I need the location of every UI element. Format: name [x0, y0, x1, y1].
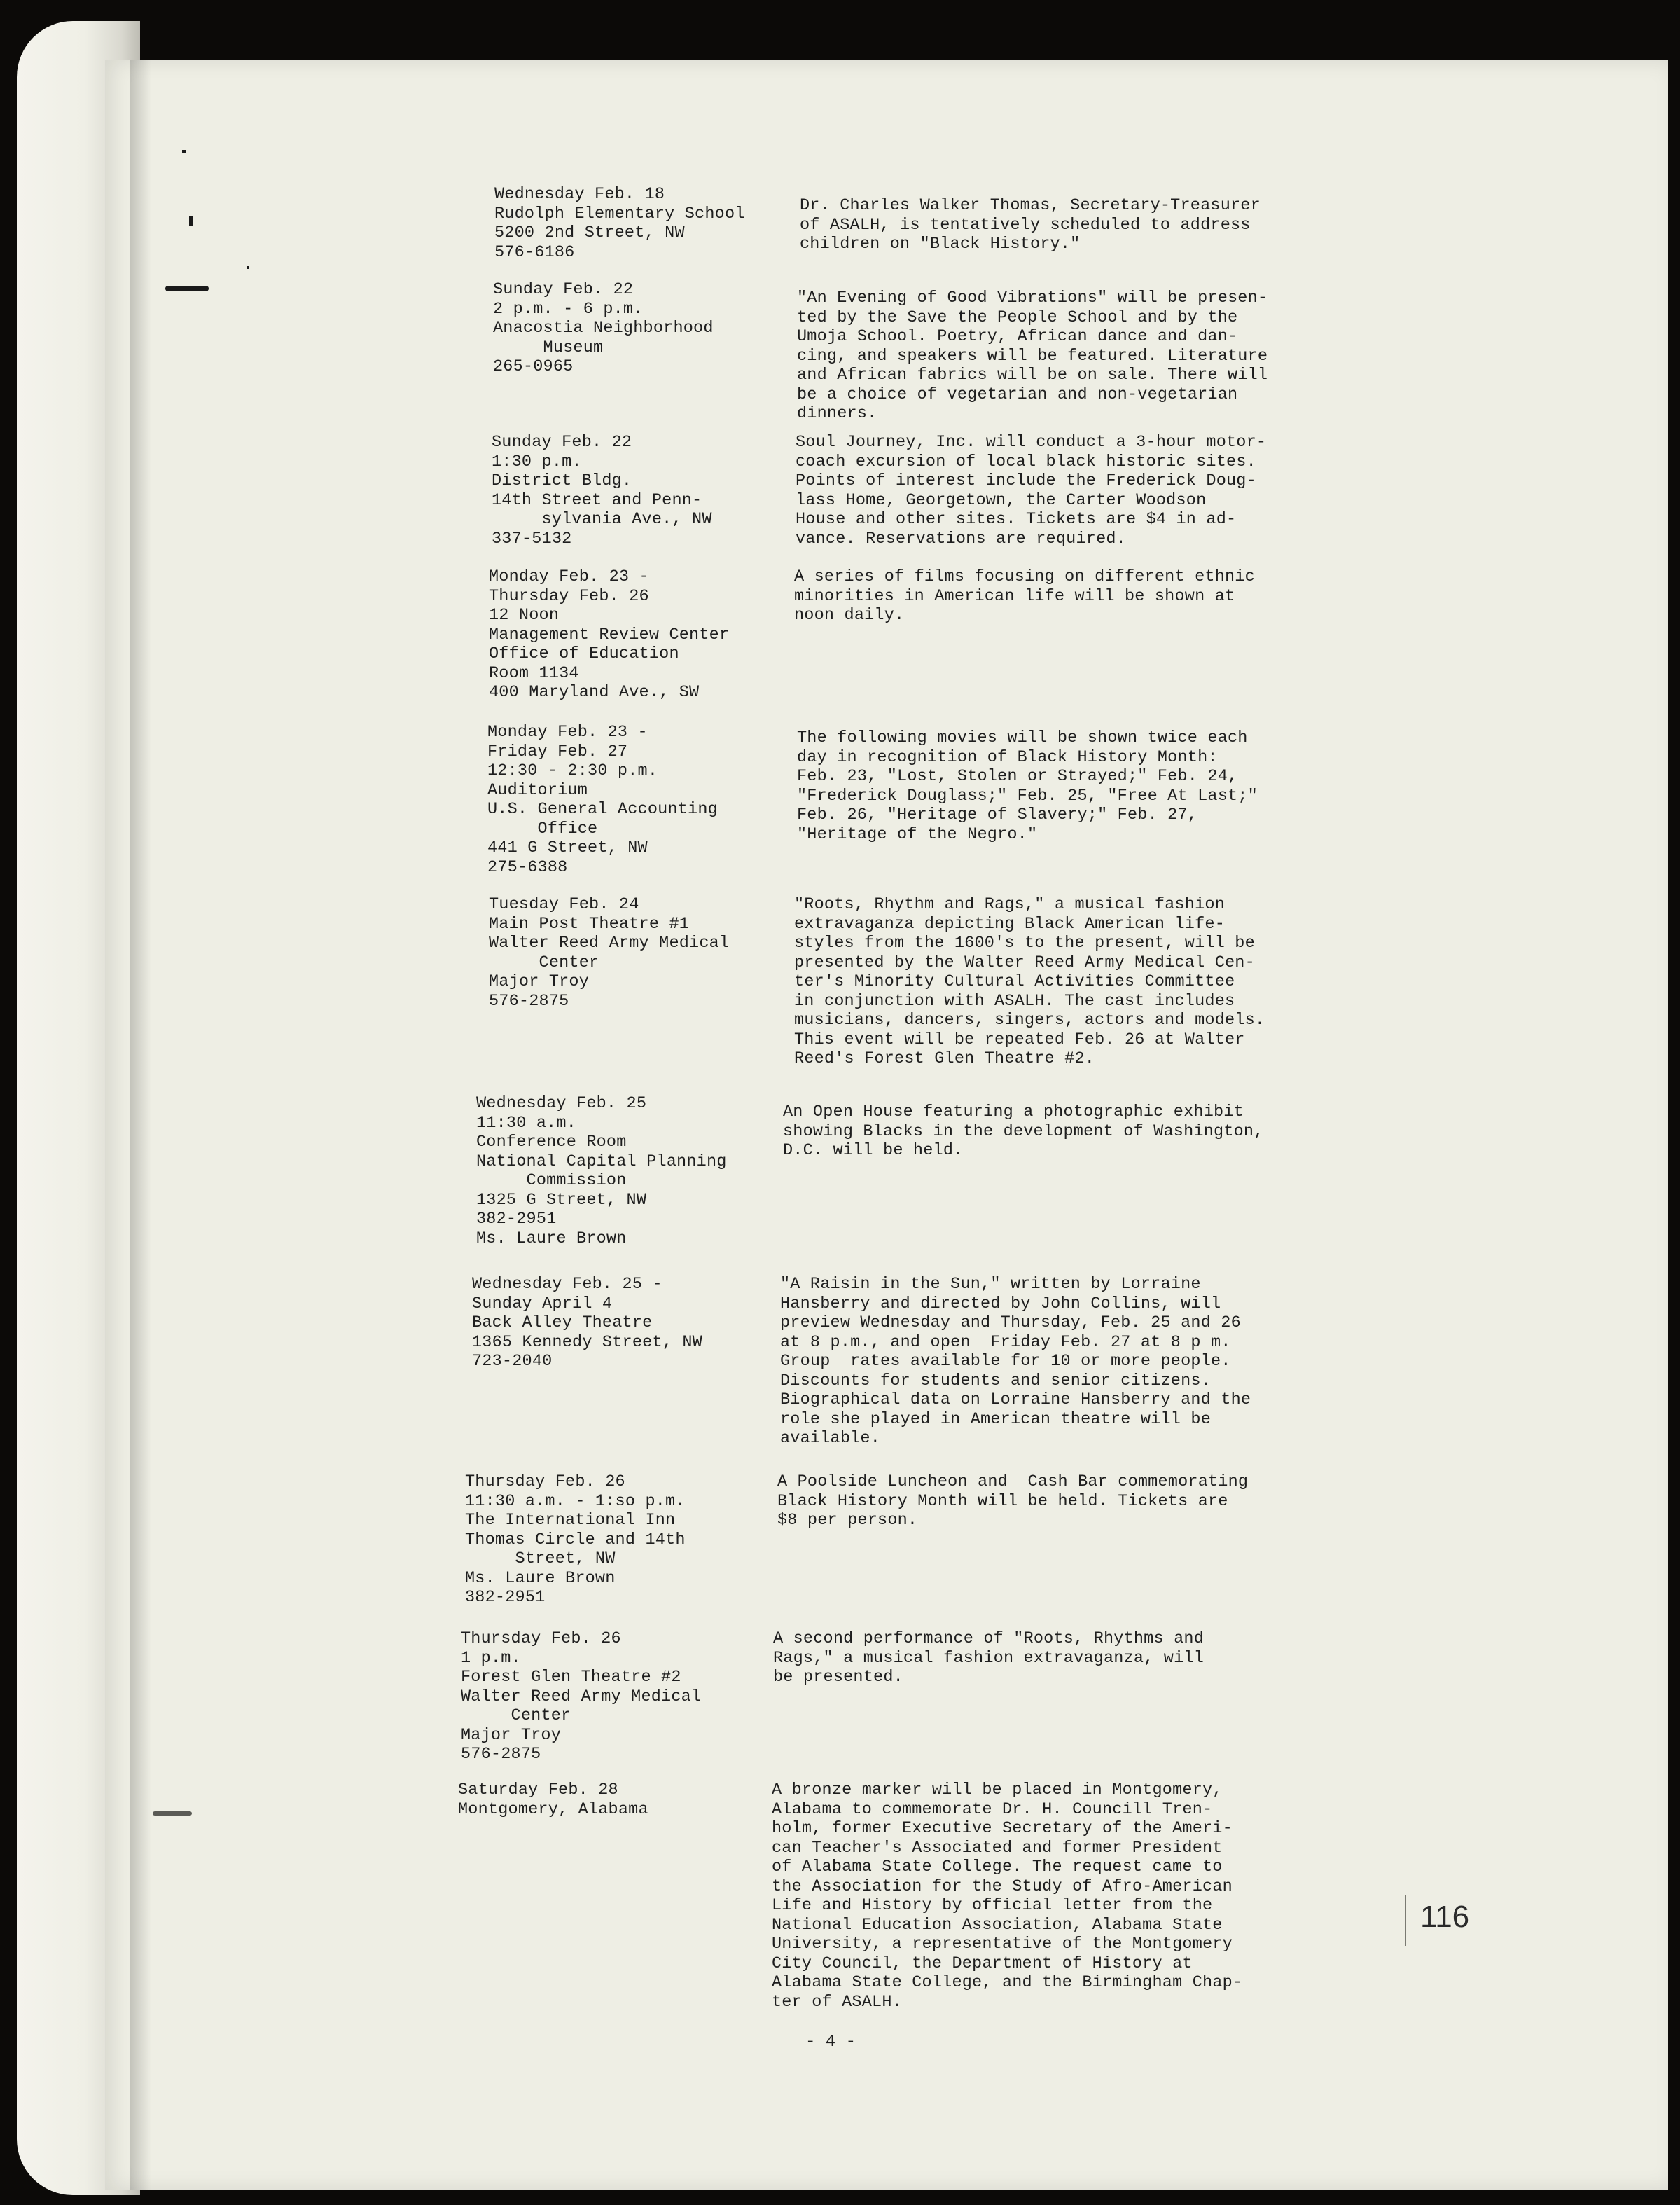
- event-details: Monday Feb. 23 - Friday Feb. 27 12:30 - 2:30 p.m. Auditorium U.S. General Accounting Office 441 G Street, NW 275-6388: [487, 723, 718, 877]
- event-details: Wednesday Feb. 25 11:30 a.m. Conference Room National Capital Planning Commission 1325 G Street, NW 382-2951 Ms. Laure Brown: [476, 1094, 727, 1248]
- event-description: "A Raisin in the Sun," written by Lorraine Hansberry and directed by John Collins, will preview Wednesday and Thursday, Feb. 25 and 26 at 8 p.m., and open Friday Feb. 27 at 8 p m. Group rates available for 10 or more people. Discounts for students and senior citizens. Biographical data on Lorraine Hansberry and the role she played in American theatre will be available.: [780, 1275, 1251, 1448]
- event-description: Dr. Charles Walker Thomas, Secretary-Treasurer of ASALH, is tentatively scheduled to address children on "Black History.": [800, 196, 1261, 254]
- event-description: An Open House featuring a photographic exhibit showing Blacks in the development of Washington, D.C. will be held.: [783, 1102, 1264, 1160]
- speck: [182, 150, 186, 153]
- event-description: "An Evening of Good Vibrations" will be presen- ted by the Save the People School and by the Umoja School. Poetry, African dance and dan- cing, and speakers will be featured. Literature and African fabrics will be on sale. There will be a choice of vegetarian and non-vegetarian dinners.: [797, 289, 1268, 423]
- event-description: A second performance of "Roots, Rhythms and Rags," a musical fashion extravaganza, will be presented.: [773, 1629, 1204, 1687]
- event-description: A bronze marker will be placed in Montgomery, Alabama to commemorate Dr. H. Councill Tren- holm, former Executive Secretary of the Ameri- can Teacher's Associated and former President of Alabama State College. The request came to the Association for the Study of Afro-American Life and History by official letter from the National Education Association, Alabama State University, a representative of the Montgomery City Council, the Department of History at Alabama State College, and the Birmingham Chap- ter of ASALH.: [772, 1781, 1243, 2012]
- binding-hole-mark: [165, 286, 209, 291]
- event-details: Thursday Feb. 26 1 p.m. Forest Glen Theatre #2 Walter Reed Army Medical Center Major Troy 576-2875: [461, 1629, 702, 1764]
- fold-shadow: [130, 60, 151, 2190]
- event-description: A series of films focusing on different ethnic minorities in American life will be shown at noon daily.: [794, 567, 1255, 625]
- event-details: Sunday Feb. 22 2 p.m. - 6 p.m. Anacostia Neighborhood Museum 265-0965: [493, 280, 714, 376]
- page-number: - 4 -: [805, 2033, 856, 2052]
- binding-hole-mark: [153, 1811, 192, 1816]
- event-details: Tuesday Feb. 24 Main Post Theatre #1 Walter Reed Army Medical Center Major Troy 576-2875: [489, 895, 730, 1011]
- event-details: Wednesday Feb. 18 Rudolph Elementary School 5200 2nd Street, NW 576-6186: [494, 185, 745, 262]
- event-details: Wednesday Feb. 25 - Sunday April 4 Back Alley Theatre 1365 Kennedy Street, NW 723-2040: [472, 1275, 702, 1371]
- event-details: Thursday Feb. 26 11:30 a.m. - 1:so p.m. The International Inn Thomas Circle and 14th Street, NW Ms. Laure Brown 382-2951: [465, 1472, 686, 1607]
- event-description: "Roots, Rhythm and Rags," a musical fashion extravaganza depicting Black American life- styles from the 1600's to the present, will be presented by the Walter Reed Army Medical Cen- ter's Minority Cultural Activities Committee in conjunction with ASALH. The cast includes musicians, dancers, singers, actors and models. This event will be repeated Feb. 26 at Walter Reed's Forest Glen Theatre #2.: [794, 895, 1265, 1068]
- event-details: Saturday Feb. 28 Montgomery, Alabama: [458, 1781, 648, 1819]
- event-description: The following movies will be shown twice each day in recognition of Black History Month: Feb. 23, "Lost, Stolen or Strayed;" Feb. 24, "Frederick Douglass;" Feb. 25, "Free At Last;" Feb. 26, "Heritage of Slavery;" Feb. 27, "Heritage of the Negro.": [797, 728, 1258, 844]
- archive-stamp-number: 116: [1420, 1900, 1470, 1934]
- archive-stamp: [1405, 1895, 1476, 1946]
- event-details: Sunday Feb. 22 1:30 p.m. District Bldg. 14th Street and Penn- sylvania Ave., NW 337-5132: [492, 433, 712, 548]
- speck: [189, 216, 193, 226]
- event-description: A Poolside Luncheon and Cash Bar commemorating Black History Month will be held. Tickets are $8 per person.: [777, 1472, 1249, 1530]
- event-details: Monday Feb. 23 - Thursday Feb. 26 12 Noon Management Review Center Office of Education Room 1134 400 Maryland Ave., SW: [489, 567, 730, 702]
- speck: [247, 266, 249, 269]
- event-description: Soul Journey, Inc. will conduct a 3-hour motor- coach excursion of local black historic sites. Points of interest include the Frederick Doug- lass Home, Georgetown, the Carter Woodson House and other sites. Tickets are $4 in ad- vance. Reservations are required.: [796, 433, 1267, 548]
